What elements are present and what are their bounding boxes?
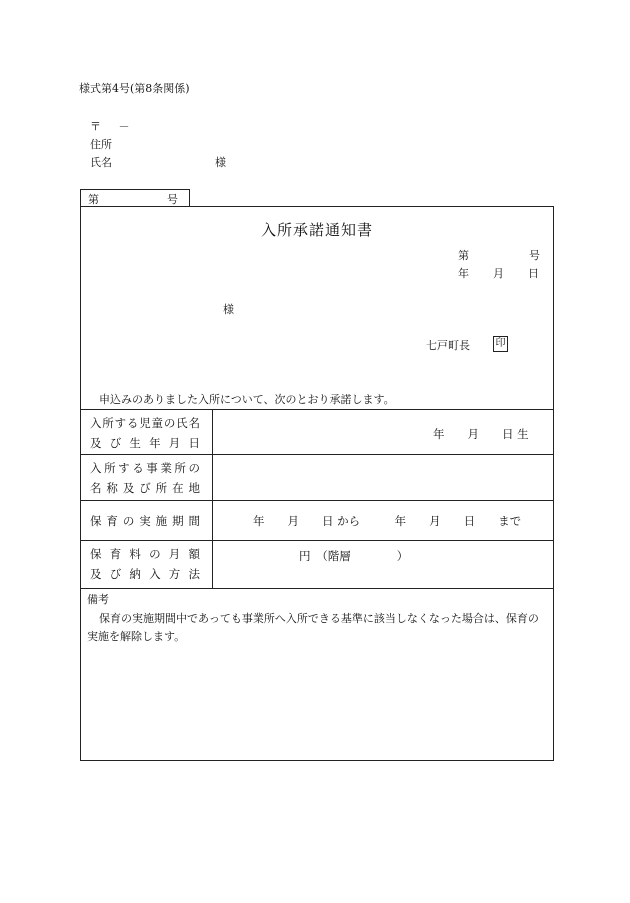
row4-label (90, 546, 200, 582)
seal-mark: 印 (493, 336, 508, 352)
issue-no-go: 号 (529, 249, 540, 262)
postal-line (90, 118, 130, 134)
remarks-title: 備考 (87, 593, 109, 606)
row4-label-line1: 保育料の月額 (90, 547, 200, 561)
row1-label-line1: 入所する児童の氏名 (90, 416, 200, 430)
number-box (80, 189, 190, 206)
date-month: 月 (493, 267, 504, 280)
row4-label-line2: 及び納入方法 (90, 567, 200, 581)
number-box-dai: 第 (88, 193, 99, 206)
row1-value: 年 月 日 生 (433, 427, 529, 441)
row2-label-line1: 入所する事業所の (90, 461, 200, 475)
remarks-text-line1: 保育の実施期間中であっても事業所へ入所できる基準に該当しなくなった場合は、保育の (99, 612, 539, 625)
addressee-honorific: 様 (223, 303, 234, 316)
row2-label-line2: 名称及び所在地 (90, 481, 200, 495)
date-year: 年 (458, 267, 469, 280)
rule-row3-top (81, 500, 553, 501)
form-number: 様式第4号(第8条関係) (79, 82, 190, 95)
address-label: 住所 (90, 138, 112, 151)
rule-remarks-top (81, 588, 553, 589)
row3-label-line1: 保育の実施期間 (90, 514, 200, 528)
row3-label (90, 513, 200, 529)
intro-text: 申込みのありました入所について、次のとおり承諾します。 (99, 393, 395, 406)
row1-label (90, 415, 200, 451)
postal-dash: － (118, 120, 130, 133)
rule-row2-top (81, 454, 553, 455)
row1-label-line2: 及び生年月日 (90, 436, 200, 450)
row3-value: 年 月 日 から 年 月 日 まで (253, 514, 522, 528)
remarks-text-line2: 実施を解除します。 (87, 630, 186, 643)
issue-no-dai: 第 (458, 249, 469, 262)
row2-label (90, 460, 200, 496)
date-day: 日 (528, 267, 539, 280)
document-title: 入所承諾通知書 (260, 221, 373, 239)
postal-mark: 〒 (90, 120, 101, 133)
rule-row1-top (81, 409, 553, 410)
issuer: 七戸町長 (426, 339, 470, 352)
row4-value: 円 （階層 ） (299, 549, 409, 563)
number-box-go: 号 (167, 193, 178, 206)
label-column-divider (212, 409, 213, 588)
notice-frame (80, 206, 554, 761)
recipient-honorific: 様 (215, 156, 226, 169)
name-label: 氏名 (90, 156, 112, 169)
rule-row4-top (81, 540, 553, 541)
